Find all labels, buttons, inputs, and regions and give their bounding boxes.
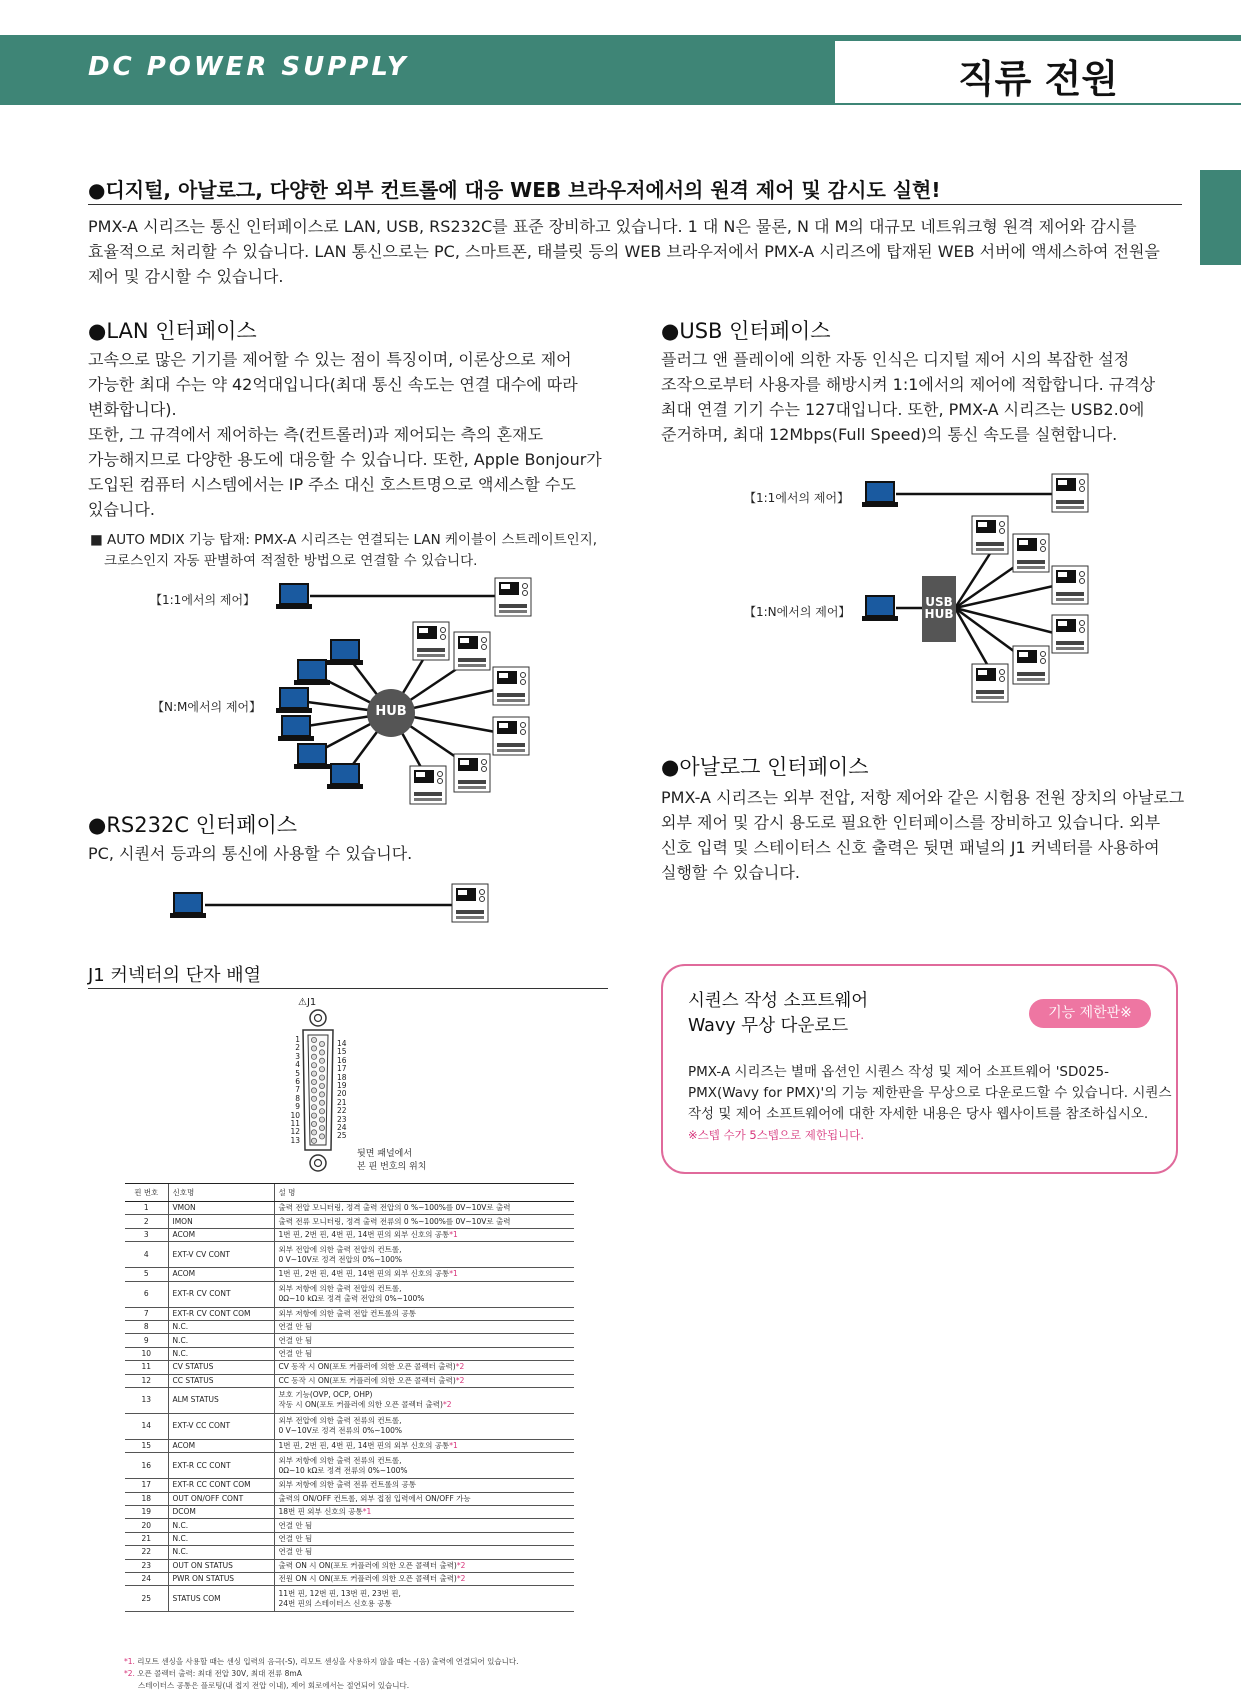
- intro-line: 제어 및 감시할 수 있습니다.: [88, 267, 284, 286]
- j1-connector-diagram: [303, 1010, 333, 1171]
- signal-name-cell: EXT-R CV CONT COM: [168, 1307, 274, 1320]
- description-cell: CC 동작 시 ON(포토 커플러에 의한 오픈 콜렉터 출력)*2: [274, 1374, 574, 1387]
- description-cell: 1번 핀, 2번 핀, 4번 핀, 14번 핀의 외부 신호의 공통*1: [274, 1228, 574, 1241]
- connector-pin: [319, 1067, 324, 1072]
- pin-number-cell: 23: [125, 1559, 168, 1572]
- signal-name-cell: N.C.: [168, 1519, 274, 1532]
- table-row: [125, 1281, 574, 1307]
- connector-pin: [311, 1054, 316, 1059]
- lan-line: 가능해지므로 다양한 용도에 대응할 수 있습니다. 또한, Apple Bonjour가: [88, 450, 602, 469]
- table-row: [125, 1439, 574, 1452]
- j1-left-pin-numbers: [288, 1036, 300, 1145]
- col-header-pin: 핀 번호: [125, 1184, 168, 1202]
- wavy-title-line: 시퀀스 작성 소프트웨어: [688, 991, 869, 1011]
- power-supply-icon: [454, 632, 490, 670]
- wavy-body: [688, 1062, 1172, 1125]
- connector-pin: [319, 1100, 324, 1105]
- power-supply-icon: [454, 754, 490, 792]
- pin-number-cell: 25: [125, 1586, 168, 1612]
- description-cell: 연결 안 됨: [274, 1320, 574, 1333]
- pin-number-cell: 4: [125, 1242, 168, 1268]
- signal-name-cell: OUT ON STATUS: [168, 1559, 274, 1572]
- connector-pin: [319, 1134, 324, 1139]
- pin-number: 25: [337, 1131, 347, 1141]
- pin-number-cell: 19: [125, 1506, 168, 1519]
- j1-view-note: [357, 1148, 426, 1174]
- table-row: [125, 1242, 574, 1268]
- signal-name-cell: VMON: [168, 1202, 274, 1215]
- footnote-ref: *2: [455, 1375, 465, 1385]
- usb-1to1-diagram: [862, 474, 1088, 512]
- usb-body: [661, 347, 1155, 447]
- footnote-ref: *2: [456, 1560, 466, 1570]
- footnote-mark: *1.: [124, 1657, 135, 1666]
- signal-name-cell: STATUS COM: [168, 1586, 274, 1612]
- power-supply-icon: [493, 717, 529, 755]
- table-row: [125, 1334, 574, 1347]
- pin-number-cell: 6: [125, 1281, 168, 1307]
- description-cell: 연결 안 됨: [274, 1334, 574, 1347]
- pin-number: 9: [295, 1102, 300, 1112]
- pin-number-cell: 9: [125, 1334, 168, 1347]
- lan-line: 또한, 그 규격에서 제어하는 측(컨트롤러)과 제어되는 측의 혼재도: [88, 425, 544, 444]
- pin-number-cell: 3: [125, 1228, 168, 1241]
- pin-number-cell: 11: [125, 1361, 168, 1374]
- connector-pin: [311, 1130, 316, 1135]
- usb-hub-label-line: USB: [925, 595, 953, 609]
- lan-label-1to1: 【1:1에서의 제어】: [150, 593, 256, 607]
- usb-title: ●USB 인터페이스: [661, 319, 831, 343]
- pin-number: 13: [290, 1135, 300, 1145]
- connector-pin: [311, 1105, 316, 1110]
- connector-pin: [311, 1088, 316, 1093]
- pin-number-cell: 22: [125, 1546, 168, 1559]
- usb-line: 준거하며, 최대 12Mbps(Full Speed)의 통신 속도를 실현합니다.: [661, 425, 1118, 444]
- pin-number-cell: 21: [125, 1532, 168, 1545]
- description-cell: 외부 저항에 의한 출력 전압의 컨트롤, 0Ω~10 kΩ로 정격 출력 전압의 0%~100%: [274, 1281, 574, 1307]
- description-cell: 출력 전압 모니터링, 정격 출력 전압의 0 %~100%를 0V~10V로 출력: [274, 1202, 574, 1215]
- header-title-ko: 직류 전원: [957, 57, 1119, 101]
- power-supply-icon: [495, 578, 531, 616]
- footnote-ref: *1: [362, 1507, 372, 1517]
- connector-pin: [319, 1058, 324, 1063]
- note-line: 크로스인지 자동 판별하여 적절한 방법으로 연결할 수 있습니다.: [104, 553, 478, 569]
- footnote-text: 리모트 센싱을 사용할 때는 센싱 입력의 음극(-S), 리모트 센싱을 사용하지 않을 때는 -(음) 출력에 연결되어 있습니다.: [134, 1657, 519, 1666]
- usb-1n-diagram: [862, 516, 1088, 702]
- note-line: ■ AUTO MDIX 기능 탑재: PMX-A 시리즈는 연결되는 LAN 케이블이 스트레이트인지,: [90, 532, 598, 548]
- laptop-icon: [294, 660, 330, 685]
- table-header-row: [125, 1184, 574, 1202]
- description-cell: 외부 저항에 의한 출력 전압 컨트롤의 공통: [274, 1307, 574, 1320]
- footnote-ref: *2: [455, 1362, 465, 1372]
- wavy-title: [688, 989, 868, 1039]
- description-cell: 외부 저항에 의한 출력 전류 컨트롤의 공통: [274, 1479, 574, 1492]
- pin-number: 20: [337, 1089, 347, 1099]
- table-row: [125, 1479, 574, 1492]
- intro-line: PMX-A 시리즈는 통신 인터페이스로 LAN, USB, RS232C를 표준 장비하고 있습니다. 1 대 N은 물론, N 대 M의 대규모 네트워크형 원격 제어와 감시를: [88, 217, 1137, 236]
- analog-line: 실행할 수 있습니다.: [661, 863, 800, 882]
- lan-line: 고속으로 많은 기기를 제어할 수 있는 점이 특징이며, 이론상으로 제어: [88, 350, 572, 369]
- power-supply-icon: [1052, 566, 1088, 604]
- usb-line: 조작으로부터 사용자를 해방시켜 1:1에서의 제어에 적합합니다. 규격상: [661, 375, 1156, 394]
- table-row: [125, 1413, 574, 1439]
- power-supply-icon: [972, 516, 1008, 554]
- lan-label-nm: 【N:M에서의 제어】: [152, 700, 262, 714]
- pin-number-cell: 1: [125, 1202, 168, 1215]
- footnote-3: 스테이터스 공통은 플로팅(내 접지 전압 이내), 제어 회로에서는 절연되어 있습니다.: [138, 1681, 410, 1690]
- power-supply-icon: [1052, 615, 1088, 653]
- rs232c-body: PC, 시퀀서 등과의 통신에 사용할 수 있습니다.: [88, 844, 413, 863]
- description-cell: 외부 저항에 의한 출력 전류의 컨트롤, 0Ω~10 kΩ로 정격 전류의 0%~100%: [274, 1453, 574, 1479]
- signal-name-cell: ACOM: [168, 1439, 274, 1452]
- connector-pin: [319, 1041, 324, 1046]
- rs232c-title: ●RS232C 인터페이스: [88, 813, 298, 837]
- description-cell: 1번 핀, 2번 핀, 4번 핀, 14번 핀의 외부 신호의 공통*1: [274, 1268, 574, 1281]
- footnote-2: [124, 1668, 302, 1679]
- connector-pin: [319, 1125, 324, 1130]
- usb-hub-label: [922, 596, 956, 620]
- pin-number-cell: 20: [125, 1519, 168, 1532]
- pin-number-cell: 15: [125, 1439, 168, 1452]
- headline: ●디지털, 아날로그, 다양한 외부 컨트롤에 대응 WEB 브라우저에서의 원격 제어 및 감시도 실현!: [88, 178, 941, 202]
- footnote-ref: *1: [449, 1441, 458, 1451]
- connector-pin: [319, 1050, 324, 1055]
- analog-title: ●아날로그 인터페이스: [661, 755, 869, 779]
- lan-line: 변화합니다).: [88, 400, 177, 419]
- connector-pin: [311, 1071, 316, 1076]
- pin-number: 10: [290, 1110, 300, 1120]
- laptop-icon: [862, 596, 898, 621]
- description-cell: 연결 안 됨: [274, 1532, 574, 1545]
- laptop-icon: [276, 688, 312, 713]
- usb-hub-label-line: HUB: [924, 607, 954, 621]
- pin-number-cell: 7: [125, 1307, 168, 1320]
- description-cell: 연결 안 됨: [274, 1519, 574, 1532]
- pin-number: 14: [337, 1039, 347, 1048]
- power-supply-icon: [413, 622, 449, 660]
- header-title-en: DC POWER SUPPLY: [88, 52, 409, 82]
- pin-number: 2: [295, 1043, 300, 1053]
- footnote-ref: *1: [449, 1229, 458, 1239]
- signal-name-cell: DCOM: [168, 1506, 274, 1519]
- limited-version-badge: 기능 제한판※: [1029, 999, 1151, 1028]
- footnote-ref: *2: [456, 1574, 466, 1584]
- pin-number-cell: 12: [125, 1374, 168, 1387]
- pin-number: 11: [290, 1119, 300, 1129]
- pin-number-cell: 2: [125, 1215, 168, 1228]
- pin-number: 22: [337, 1106, 347, 1116]
- wavy-line: PMX-A 시리즈는 별매 옵션인 시퀀스 작성 및 제어 소프트웨어 'SD025-: [688, 1064, 1110, 1080]
- signal-name-cell: N.C.: [168, 1347, 274, 1360]
- table-row: [125, 1532, 574, 1545]
- description-cell: 1번 핀, 2번 핀, 4번 핀, 14번 핀의 외부 신호의 공통*1: [274, 1439, 574, 1452]
- description-cell: 출력 전류 모니터링, 정격 출력 전류의 0 %~100%를 0V~10V로 출력: [274, 1215, 574, 1228]
- pin-number: 3: [295, 1051, 300, 1061]
- lan-hub-label: HUB: [375, 704, 407, 719]
- usb-line: 플러그 앤 플레이에 의한 자동 인식은 디지털 제어 시의 복잡한 설정: [661, 350, 1130, 369]
- signal-name-cell: N.C.: [168, 1334, 274, 1347]
- power-supply-icon: [1013, 534, 1049, 572]
- signal-name-cell: PWR ON STATUS: [168, 1573, 274, 1586]
- analog-line: 신호 입력 및 스테이터스 신호 출력은 뒷면 패널의 J1 커넥터를 사용하여: [661, 838, 1160, 857]
- pin-number-cell: 8: [125, 1320, 168, 1333]
- pin-number: 8: [295, 1093, 300, 1103]
- power-supply-icon: [410, 766, 446, 804]
- table-row: [125, 1559, 574, 1572]
- rs232c-diagram: [170, 884, 488, 922]
- connector-pin: [319, 1075, 324, 1080]
- signal-name-cell: ACOM: [168, 1268, 274, 1281]
- pin-number-cell: 24: [125, 1573, 168, 1586]
- connector-pin: [311, 1079, 316, 1084]
- footnote-ref: *1: [449, 1269, 458, 1279]
- signal-name-cell: EXT-V CC CONT: [168, 1413, 274, 1439]
- table-row: [125, 1320, 574, 1333]
- signal-name-cell: N.C.: [168, 1532, 274, 1545]
- connector-pin: [311, 1138, 316, 1143]
- usb-label-1to1: 【1:1에서의 제어】: [744, 491, 850, 505]
- j1-title: J1 커넥터의 단자 배열: [88, 965, 262, 986]
- lan-1to1-diagram: [276, 578, 531, 616]
- connector-pin: [319, 1117, 324, 1122]
- signal-name-cell: EXT-V CV CONT: [168, 1242, 274, 1268]
- laptop-icon: [278, 716, 314, 741]
- pin-number: 15: [337, 1047, 347, 1057]
- description-cell: 출력의 ON/OFF 컨트롤, 외부 접점 입력에서 ON/OFF 가능: [274, 1492, 574, 1505]
- view-note-line: 뒷면 패널에서: [357, 1149, 413, 1159]
- table-row: [125, 1387, 574, 1413]
- signal-name-cell: CC STATUS: [168, 1374, 274, 1387]
- laptop-icon: [294, 744, 330, 769]
- power-supply-icon: [1052, 474, 1088, 512]
- pin-number: 12: [290, 1127, 300, 1137]
- laptop-icon: [327, 764, 363, 789]
- power-supply-icon: [493, 667, 529, 705]
- pin-number: 17: [337, 1064, 347, 1074]
- table-row: [125, 1519, 574, 1532]
- pin-number: 19: [337, 1081, 347, 1091]
- table-row: [125, 1586, 574, 1612]
- signal-name-cell: ALM STATUS: [168, 1387, 274, 1413]
- connector-pin: [311, 1096, 316, 1101]
- table-row: [125, 1361, 574, 1374]
- laptop-icon: [327, 640, 363, 665]
- pin-number: 21: [337, 1097, 347, 1107]
- analog-line: 외부 제어 및 감시 용도로 필요한 인터페이스를 장비하고 있습니다. 외부: [661, 813, 1161, 832]
- usb-line: 최대 연결 기기 수는 127대입니다. 또한, PMX-A 시리즈는 USB2.0에: [661, 400, 1145, 419]
- pin-number: 23: [337, 1114, 347, 1124]
- connector-pin: [311, 1063, 316, 1068]
- col-header-signal: 신호명: [168, 1184, 274, 1202]
- pin-number-cell: 13: [125, 1387, 168, 1413]
- footnote-ref: *2: [442, 1400, 452, 1410]
- laptop-icon: [276, 584, 312, 609]
- lan-line: 있습니다.: [88, 500, 155, 519]
- pin-number: 5: [295, 1068, 300, 1078]
- table-row: [125, 1202, 574, 1215]
- power-supply-icon: [972, 664, 1008, 702]
- power-supply-icon: [452, 884, 488, 922]
- signal-name-cell: N.C.: [168, 1320, 274, 1333]
- description-cell: 연결 안 됨: [274, 1546, 574, 1559]
- lan-line: 도입된 컴퓨터 시스템에서는 IP 주소 대신 호스트명으로 액세스할 수도: [88, 475, 576, 494]
- footnote-mark: *2.: [124, 1669, 135, 1678]
- description-cell: CV 동작 시 ON(포토 커플러에 의한 오픈 콜렉터 출력)*2: [274, 1361, 574, 1374]
- usb-label-1n: 【1:N에서의 제어】: [744, 605, 851, 619]
- pin-number: 1: [295, 1035, 300, 1044]
- signal-name-cell: IMON: [168, 1215, 274, 1228]
- pin-number: 4: [295, 1060, 300, 1070]
- pin-number-cell: 16: [125, 1453, 168, 1479]
- analog-line: PMX-A 시리즈는 외부 전압, 저항 제어와 같은 시험용 전원 장치의 아날로그: [661, 788, 1185, 807]
- description-cell: 출력 ON 시 ON(포토 커플러에 의한 오픈 콜렉터 출력)*2: [274, 1559, 574, 1572]
- table-row: [125, 1453, 574, 1479]
- description-cell: 외부 전압에 의한 출력 전류의 컨트롤, 0 V~10V로 정격 전류의 0%~100%: [274, 1413, 574, 1439]
- pin-number-cell: 5: [125, 1268, 168, 1281]
- signal-name-cell: N.C.: [168, 1546, 274, 1559]
- intro-line: 효율적으로 처리할 수 있습니다. LAN 통신으로는 PC, 스마트폰, 태블릿 등의 WEB 브라우저에서 PMX-A 시리즈에 탑재된 WEB 서버에 액세스하여 전원을: [88, 242, 1160, 261]
- laptop-icon: [170, 893, 206, 918]
- pin-number-cell: 18: [125, 1492, 168, 1505]
- pin-number-cell: 17: [125, 1479, 168, 1492]
- table-row: [125, 1492, 574, 1505]
- power-supply-icon: [1013, 646, 1049, 684]
- description-cell: 11번 핀, 12번 핀, 13번 핀, 23번 핀, 24번 핀의 스테이터스 신호용 공통: [274, 1586, 574, 1612]
- signal-name-cell: ACOM: [168, 1228, 274, 1241]
- wavy-line: 작성 및 제어 소프트웨어에 대한 자세한 내용은 당사 웹사이트를 참조하십시오.: [688, 1106, 1149, 1122]
- table-row: [125, 1228, 574, 1241]
- table-row: [125, 1307, 574, 1320]
- pin-number-cell: 10: [125, 1347, 168, 1360]
- table-row: [125, 1268, 574, 1281]
- col-header-desc: 설 명: [274, 1184, 574, 1202]
- table-row: [125, 1215, 574, 1228]
- description-cell: 연결 안 됨: [274, 1347, 574, 1360]
- table-row: [125, 1374, 574, 1387]
- connector-pin: [319, 1109, 324, 1114]
- wavy-note: ※스텝 수가 5스텝으로 제한됩니다.: [688, 1128, 864, 1142]
- j1-right-pin-numbers: [337, 1040, 351, 1141]
- j1-pin-table: [125, 1183, 574, 1612]
- connector-pin: [311, 1113, 316, 1118]
- table-row: [125, 1347, 574, 1360]
- pin-number-cell: 14: [125, 1413, 168, 1439]
- pin-number: 7: [295, 1085, 300, 1095]
- table-row: [125, 1506, 574, 1519]
- footnote-1: [124, 1656, 518, 1667]
- footnote-text: 오픈 콜렉터 출력: 최대 전압 30V, 최대 전류 8mA: [134, 1669, 302, 1678]
- description-cell: 보호 기능(OVP, OCP, OHP) 작동 시 ON(포토 커플러에 의한 오픈 콜렉터 출력)*2: [274, 1387, 574, 1413]
- pin-number: 18: [337, 1072, 347, 1082]
- j1-connector-label: ⚠J1: [298, 997, 317, 1008]
- description-cell: 외부 전압에 의한 출력 전압의 컨트롤, 0 V~10V로 정격 전압의 0%~100%: [274, 1242, 574, 1268]
- signal-name-cell: OUT ON/OFF CONT: [168, 1492, 274, 1505]
- lan-line: 가능한 최대 수는 약 42억대입니다(최대 통신 속도는 연결 대수에 따라: [88, 375, 578, 394]
- connector-pin: [311, 1046, 316, 1051]
- pin-number: 16: [337, 1055, 347, 1065]
- connector-pin: [319, 1083, 324, 1088]
- j1-title-rule: [88, 988, 608, 989]
- view-note-line: 본 핀 번호의 위치: [357, 1162, 427, 1172]
- pin-number: 6: [295, 1077, 300, 1087]
- signal-name-cell: EXT-R CC CONT: [168, 1453, 274, 1479]
- description-cell: 전원 ON 시 ON(포토 커플러에 의한 오픈 콜렉터 출력)*2: [274, 1573, 574, 1586]
- table-row: [125, 1573, 574, 1586]
- wavy-line: PMX(Wavy for PMX)'의 기능 제한판을 무상으로 다운로드할 수 있습니다. 시퀀스: [688, 1085, 1172, 1101]
- laptop-icon: [862, 482, 898, 507]
- signal-name-cell: EXT-R CV CONT: [168, 1281, 274, 1307]
- pin-number: 24: [337, 1123, 347, 1133]
- description-cell: 18번 핀 외부 신호의 공통*1: [274, 1506, 574, 1519]
- lan-title: ●LAN 인터페이스: [88, 319, 257, 343]
- connector-pin: [319, 1092, 324, 1097]
- wavy-title-line: Wavy 무상 다운로드: [688, 1016, 849, 1036]
- table-row: [125, 1546, 574, 1559]
- signal-name-cell: EXT-R CC CONT COM: [168, 1479, 274, 1492]
- signal-name-cell: CV STATUS: [168, 1361, 274, 1374]
- connector-pin: [311, 1121, 316, 1126]
- analog-body: [661, 785, 1184, 885]
- connector-pin: [311, 1037, 316, 1042]
